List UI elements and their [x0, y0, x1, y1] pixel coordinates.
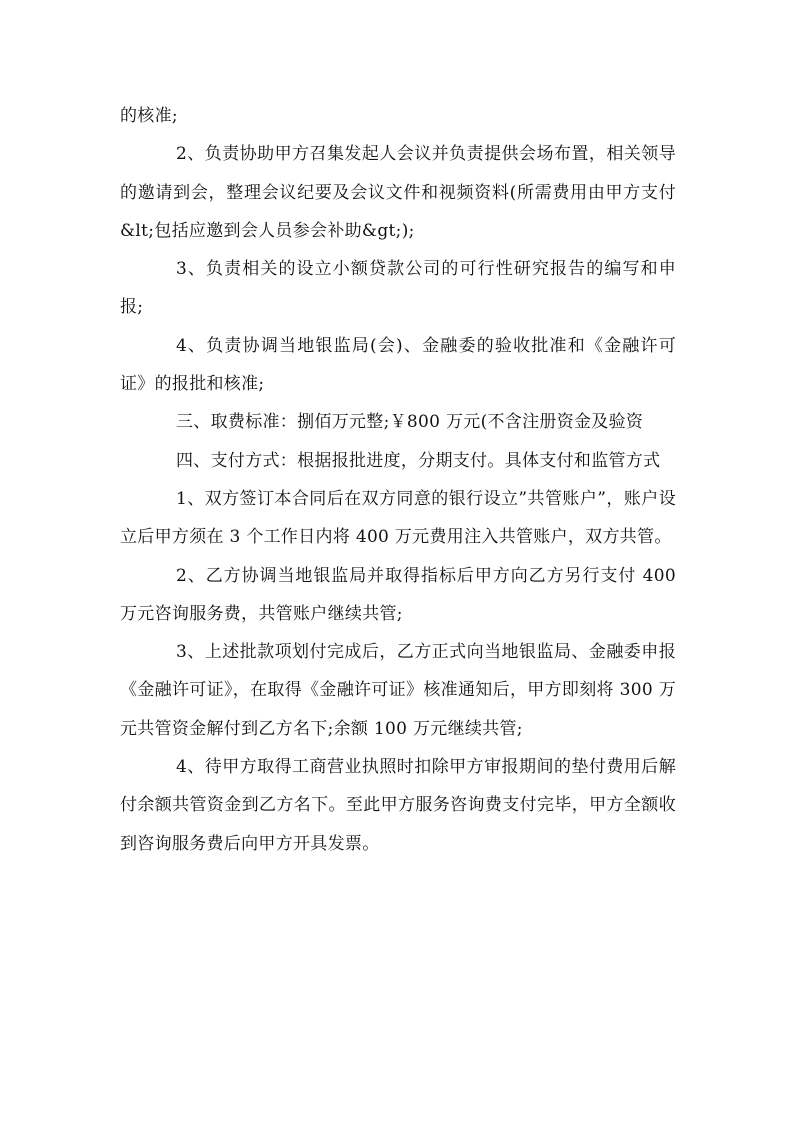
paragraph-item-4: 4、负责协调当地银监局(会)、金融委的验收批准和《金融许可证》的报批和核准; [120, 335, 676, 395]
paragraph-payment-1: 1、双方签订本合同后在双方同意的银行设立”共管账户”，账户设立后甲方须在 3 个工作日内将 400 万元费用注入共管账户，双方共管。 [120, 488, 676, 548]
paragraph-item-2: 2、负责协助甲方召集发起人会议并负责提供会场布置，相关领导的邀请到会，整理会议纪要及会议文件和视频资料(所需费用由甲方支付&lt;包括应邀到会人员参会补助&gt;); [120, 144, 676, 241]
paragraph-fee-standard: 三、取费标准：捌佰万元整;￥800 万元(不含注册资金及验资 [176, 412, 644, 433]
document-body [120, 97, 676, 863]
paragraph-payment-4: 4、待甲方取得工商营业执照时扣除甲方审报期间的垫付费用后解付余额共管资金到乙方名下。至此甲方服务咨询费支付完毕，甲方全额收到咨询服务费后向甲方开具发票。 [120, 757, 676, 854]
paragraph-continuation: 的核准; [120, 106, 178, 126]
paragraph-payment-2: 2、乙方协调当地银监局并取得指标后甲方向乙方另行支付 400 万元咨询服务费，共管账户继续共管; [120, 565, 676, 624]
paragraph-payment-method: 四、支付方式：根据报批进度，分期支付。具体支付和监管方式 [176, 450, 661, 471]
paragraph-payment-3: 3、上述批款项划付完成后，乙方正式向当地银监局、金融委申报《金融许可证》，在取得《金融许可证》核准通知后，甲方即刻将 300 万元共管资金解付到乙方名下;余额 100 万元继续共管; [120, 642, 676, 739]
paragraph-item-3: 3、负责相关的设立小额贷款公司的可行性研究报告的编写和申报; [120, 259, 676, 318]
